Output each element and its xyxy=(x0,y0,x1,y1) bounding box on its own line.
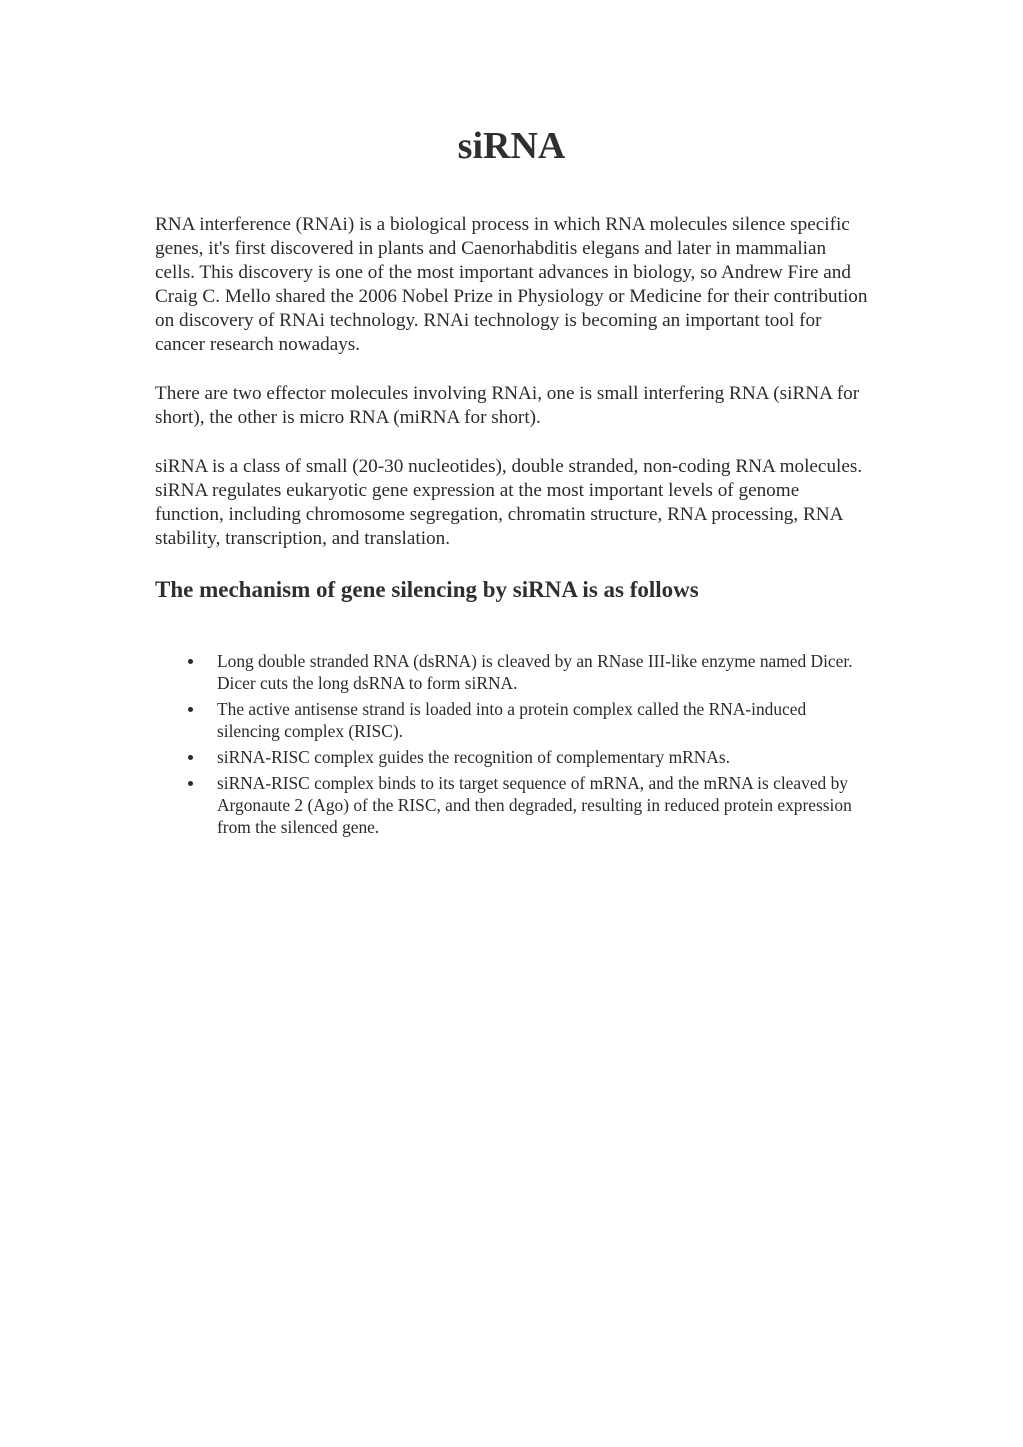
bullet-icon xyxy=(188,781,193,786)
paragraph-rnai-intro: RNA interference (RNAi) is a biological process in which RNA molecules silence specific genes, it's first discovered in plants and Caenorhabditis elegans and later in mammalian cells. This discovery is one of the most important advances in biology, so Andrew Fire and Craig C. Mello shared the 2006 Nobel Prize in Physiology or Medicine for their contribution on discovery of RNAi technology. RNAi technology is becoming an important tool for cancer research nowadays. xyxy=(155,214,868,355)
list-item-text: siRNA-RISC complex guides the recognition of complementary mRNAs. xyxy=(217,747,730,767)
list-item-text: siRNA-RISC complex binds to its target sequence of mRNA, and the mRNA is cleaved by Argonaute 2 (Ago) of the RISC, and then degraded, resulting in reduced protein expression from the silenced gene. xyxy=(217,773,852,837)
paragraph-sirna-definition: siRNA is a class of small (20-30 nucleotides), double stranded, non-coding RNA molecules. siRNA regulates eukaryotic gene expression at the most important levels of genome function, including chromosome segregation, chromatin structure, RNA processing, RNA stability, transcription, and translation. xyxy=(155,456,863,549)
page-title: siRNA xyxy=(457,125,566,167)
section-heading-mechanism: The mechanism of gene silencing by siRNA is as follows xyxy=(155,577,699,602)
bullet-icon xyxy=(188,659,193,664)
list-item xyxy=(155,698,870,742)
list-item xyxy=(155,772,870,838)
bullet-icon xyxy=(188,755,193,760)
list-item-text: Long double stranded RNA (dsRNA) is cleaved by an RNase III-like enzyme named Dicer. Dicer cuts the long dsRNA to form siRNA. xyxy=(217,651,853,693)
mechanism-bullet-list xyxy=(155,650,870,842)
bullet-icon xyxy=(188,707,193,712)
list-item xyxy=(155,746,870,768)
list-item xyxy=(155,650,870,694)
intro-body xyxy=(155,213,870,576)
paragraph-effector-molecules: There are two effector molecules involving RNAi, one is small interfering RNA (siRNA for short), the other is micro RNA (miRNA for short). xyxy=(155,383,860,428)
list-item-text: The active antisense strand is loaded into a protein complex called the RNA-induced silencing complex (RISC). xyxy=(217,699,807,741)
